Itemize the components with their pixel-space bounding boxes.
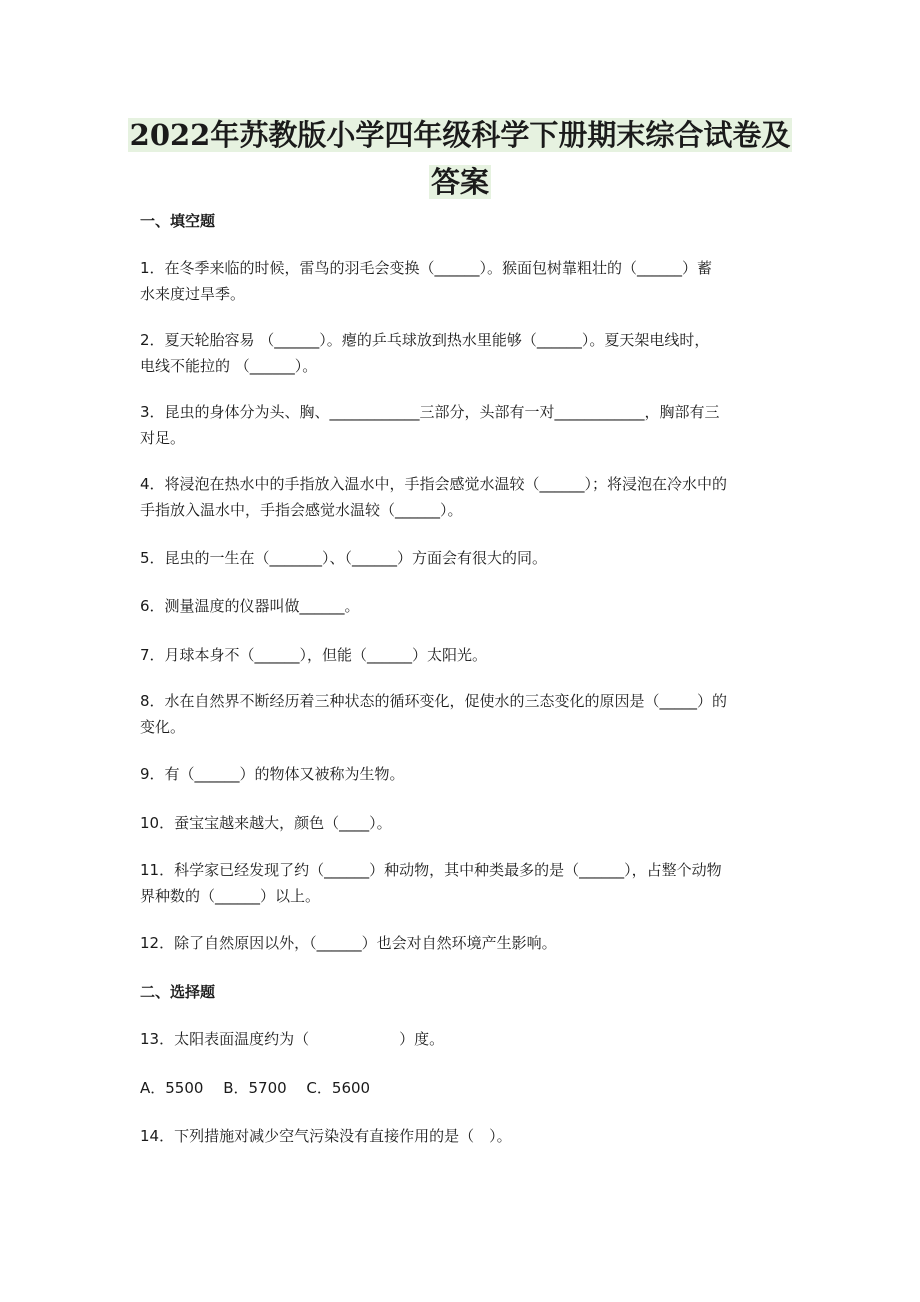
- question-8-line-2: 变化。: [140, 718, 186, 736]
- question-7: 7．月球本身不（______），但能（______）太阳光。: [140, 646, 488, 664]
- question-8-line-1: 8．水在自然界不断经历着三种状态的循环变化，促使水的三态变化的原因是（_____）的: [140, 692, 728, 710]
- question-1-line-2: 水来度过旱季。: [140, 285, 246, 303]
- section-heading-multiple-choice: 二、选择题: [140, 983, 216, 1001]
- question-10: 10．蚕宝宝越来越大，颜色（____）。: [140, 814, 392, 832]
- question-12: 12．除了自然原因以外，（______）也会对自然环境产生影响。: [140, 934, 557, 952]
- question-11-line-2: 界种数的（______）以上。: [140, 887, 321, 905]
- section-heading-fill-in: 一、填空题: [140, 212, 216, 230]
- question-5: 5．昆虫的一生在（_______）、（______）方面会有很大的同。: [140, 549, 548, 567]
- question-2-line-2: 电线不能拉的 （______）。: [140, 357, 318, 375]
- question-13-options: A．5500 B．5700 C．5600: [140, 1079, 371, 1097]
- question-1-line-1: 1．在冬季来临的时候，雷鸟的羽毛会变换（______）。猴面包树靠粗壮的（______）蓄: [140, 259, 713, 277]
- document-title-line-1: 2022年苏教版小学四年级科学下册期末综合试卷及: [129, 118, 791, 152]
- question-9: 9．有（______）的物体又被称为生物。: [140, 765, 405, 783]
- question-6: 6．测量温度的仪器叫做______。: [140, 597, 360, 615]
- question-4-line-2: 手指放入温水中，手指会感觉水温较（______）。: [140, 501, 463, 519]
- question-13: 13．太阳表面温度约为（ ）度。: [140, 1030, 445, 1048]
- question-3-line-2: 对足。: [140, 429, 186, 447]
- document-title-line-2: 答案: [430, 165, 489, 199]
- question-11-line-1: 11．科学家已经发现了约（______）种动物，其中种类最多的是（______），占整个动物: [140, 861, 722, 879]
- question-3-line-1: 3．昆虫的身体分为头、胸、____________三部分，头部有一对____________，胸部有三: [140, 403, 720, 421]
- question-2-line-1: 2．夏天轮胎容易 （______）。瘪的乒乓球放到热水里能够（______）。夏天架电线时，: [140, 331, 710, 349]
- question-14: 14．下列措施对减少空气污染没有直接作用的是（ ）。: [140, 1127, 512, 1145]
- question-4-line-1: 4．将浸泡在热水中的手指放入温水中，手指会感觉水温较（______）；将浸泡在冷水中的: [140, 475, 728, 493]
